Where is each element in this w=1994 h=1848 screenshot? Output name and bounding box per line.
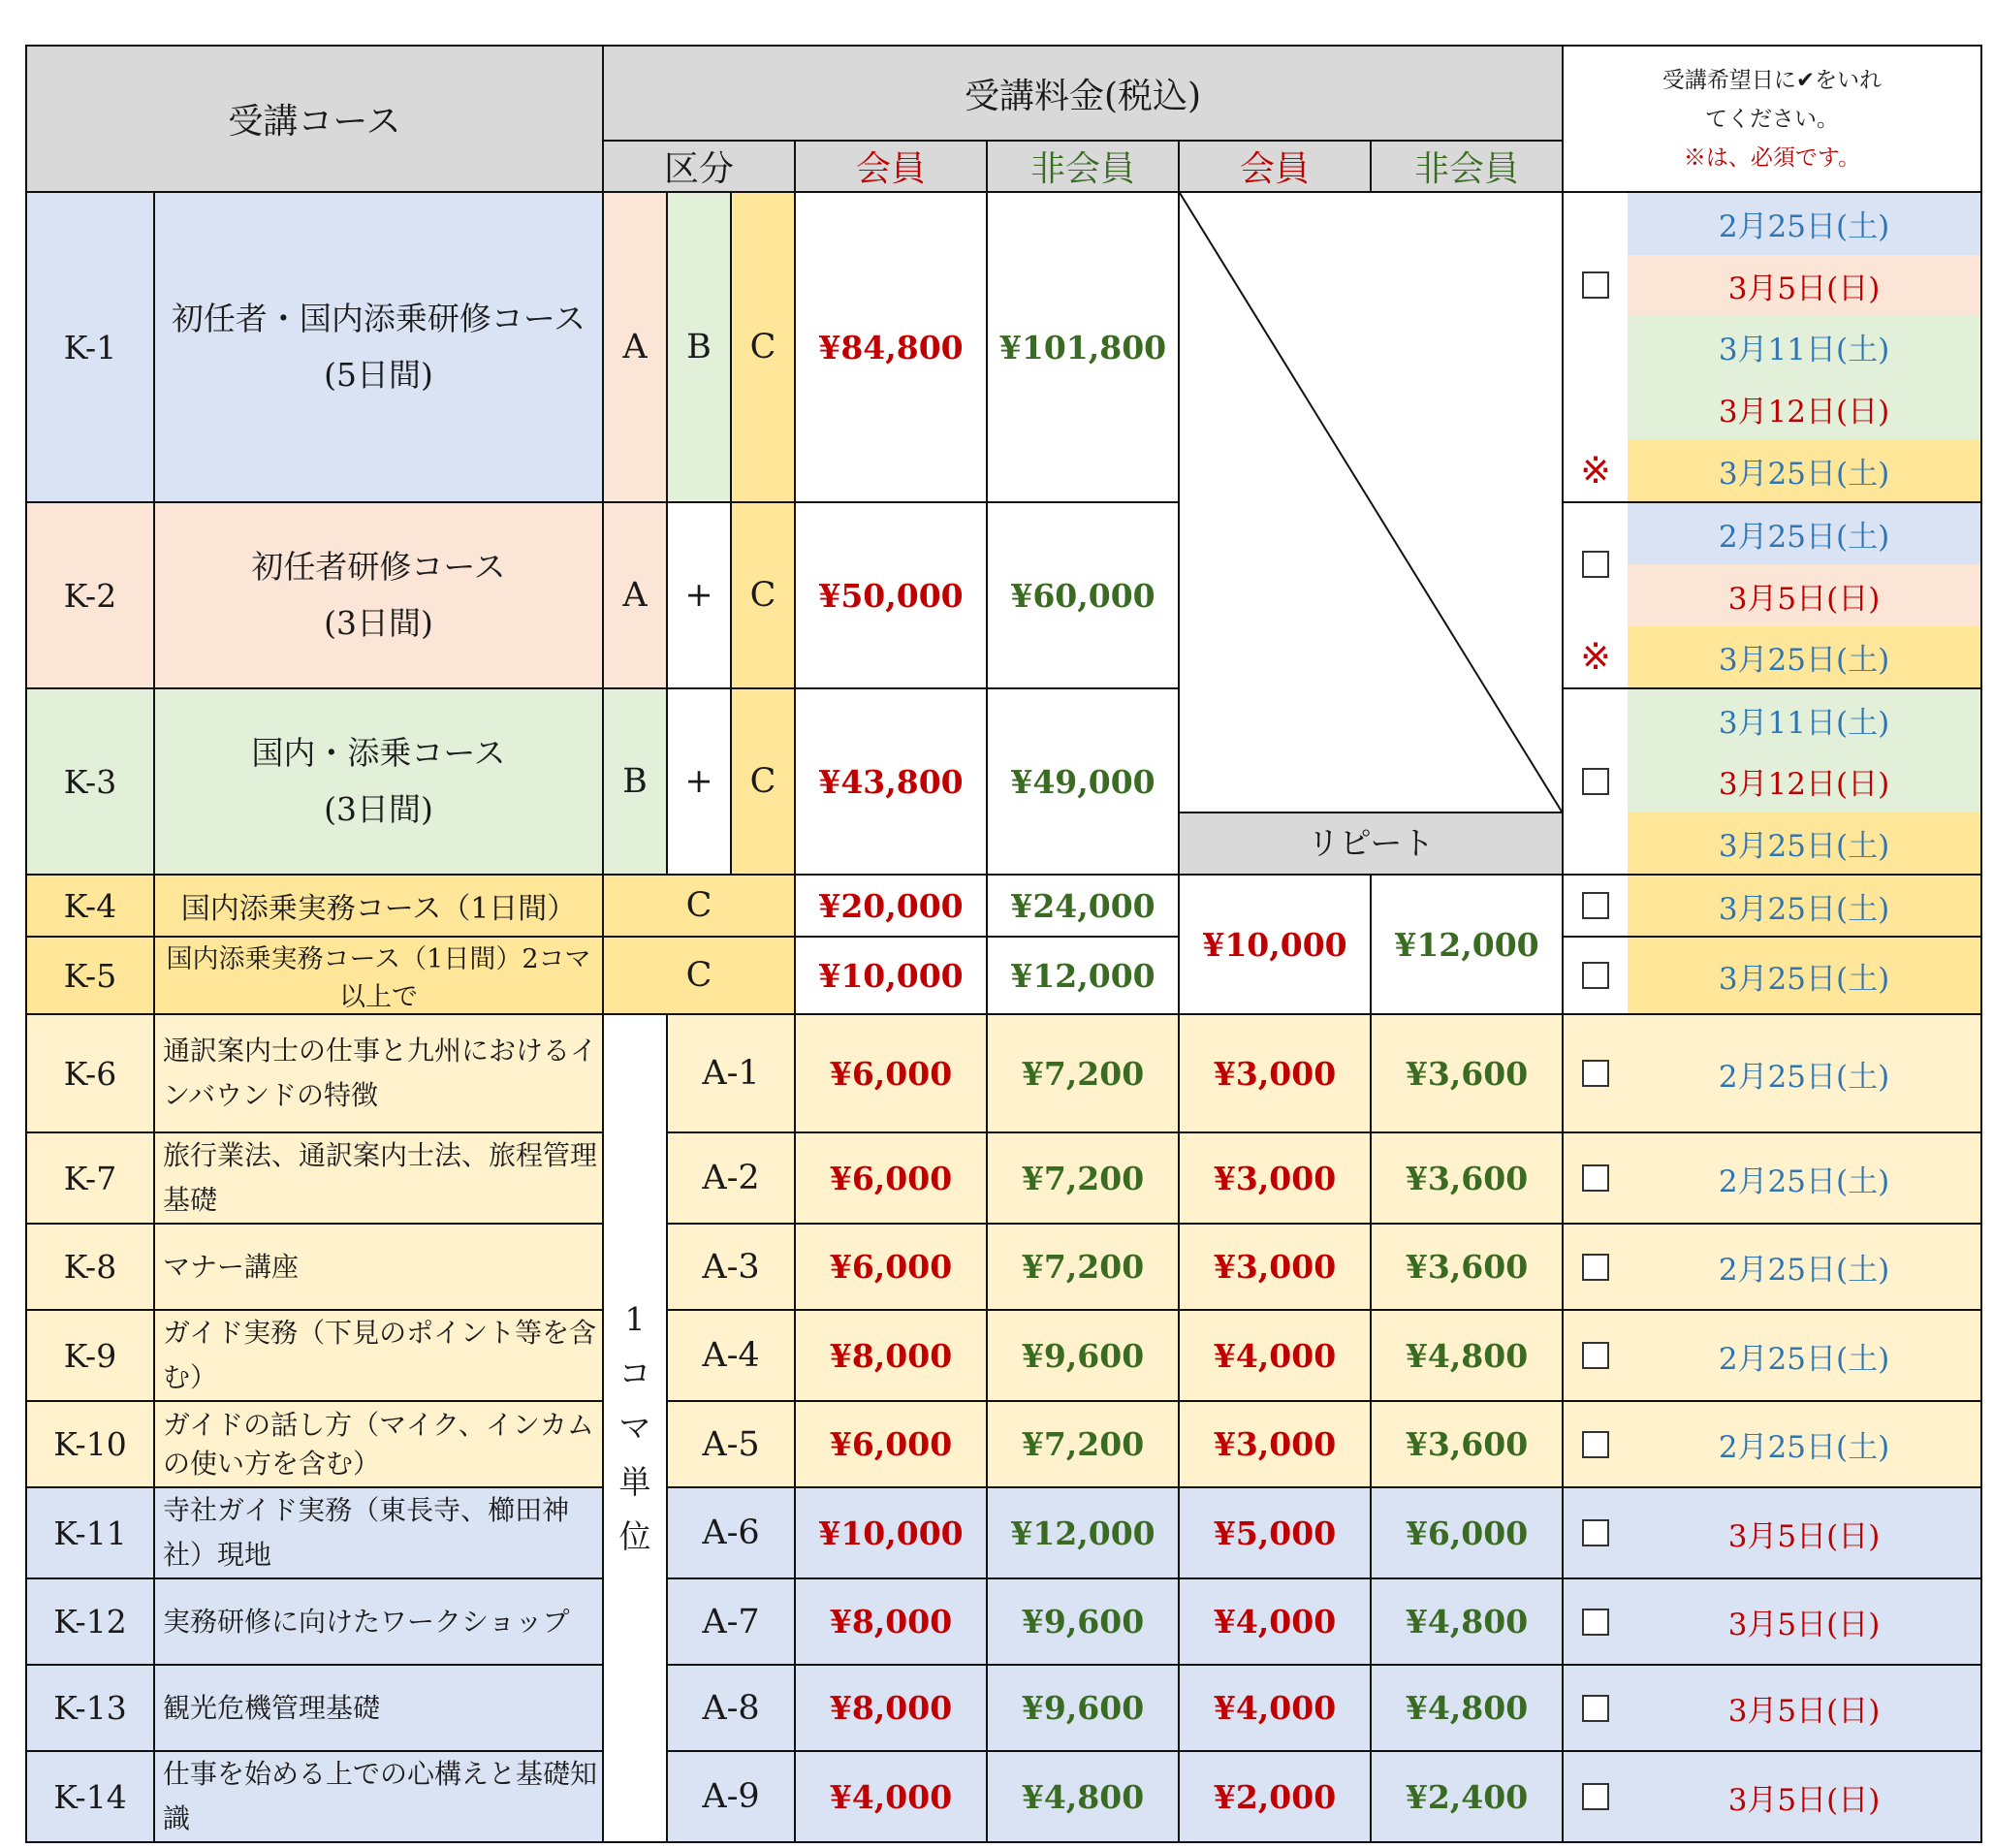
date-options-k3 bbox=[1563, 688, 1981, 875]
nonmember-price: ¥7,200 bbox=[987, 1014, 1179, 1132]
course-name-line1: 国内・添乗コース bbox=[251, 734, 506, 772]
course-name-line2: (3日間) bbox=[324, 790, 433, 828]
nonmember-price: ¥60,000 bbox=[987, 502, 1179, 688]
course-name: 寺社ガイド実務（東長寺、櫛田神社）現地 bbox=[154, 1487, 603, 1578]
segment: A-9 bbox=[667, 1751, 795, 1842]
date-instruction-line1: 受講希望日に✔をいれ bbox=[1662, 67, 1883, 93]
course-code: K-14 bbox=[26, 1751, 154, 1842]
member-price: ¥50,000 bbox=[795, 502, 987, 688]
date-checkbox[interactable] bbox=[1582, 962, 1609, 989]
date-checkbox[interactable] bbox=[1582, 1342, 1609, 1369]
segment: A-3 bbox=[667, 1224, 795, 1310]
course-name-line1: 初任者・国内添乗研修コース bbox=[171, 300, 586, 337]
member-price: ¥4,000 bbox=[795, 1751, 987, 1842]
repeat-nonmember-price: ¥3,600 bbox=[1371, 1132, 1563, 1224]
nonmember-price: ¥7,200 bbox=[987, 1401, 1179, 1487]
required-mark: ※ bbox=[1580, 635, 1611, 679]
header-nonmember: 非会員 bbox=[987, 141, 1179, 192]
segment: A-7 bbox=[667, 1578, 795, 1665]
date-checkbox[interactable] bbox=[1582, 892, 1609, 919]
date-checkbox[interactable] bbox=[1582, 1431, 1609, 1458]
table-row bbox=[26, 1132, 1981, 1224]
nonmember-price: ¥49,000 bbox=[987, 688, 1179, 875]
header-repeat-nonmember: 非会員 bbox=[1371, 141, 1563, 192]
segment-plus: + bbox=[667, 688, 731, 875]
date-options bbox=[1563, 1751, 1981, 1842]
member-price: ¥20,000 bbox=[795, 875, 987, 937]
date-option: 2月25日(土) bbox=[1718, 1163, 1890, 1199]
course-code: K-4 bbox=[26, 875, 154, 937]
course-name-line2: (5日間) bbox=[324, 356, 433, 394]
required-mark: ※ bbox=[1580, 449, 1611, 493]
segment-c: C bbox=[731, 688, 795, 875]
date-option: 3月5日(日) bbox=[1727, 1608, 1881, 1642]
date-option: 3月5日(日) bbox=[1628, 564, 1980, 625]
repeat-na-cell bbox=[1179, 192, 1563, 875]
header-course: 受講コース bbox=[26, 46, 603, 192]
date-option: 3月11日(土) bbox=[1628, 689, 1980, 750]
member-price: ¥6,000 bbox=[795, 1224, 987, 1310]
repeat-member-price: ¥4,000 bbox=[1179, 1578, 1371, 1665]
table-row bbox=[26, 688, 1981, 875]
member-price: ¥8,000 bbox=[795, 1310, 987, 1401]
table-row bbox=[26, 1401, 1981, 1487]
segment-a: A bbox=[603, 192, 667, 502]
date-required-note: ※は、必須です。 bbox=[1683, 144, 1861, 171]
course-name: マナー講座 bbox=[154, 1224, 603, 1310]
course-code: K-5 bbox=[26, 937, 154, 1014]
date-checkbox[interactable] bbox=[1582, 768, 1609, 795]
member-price: ¥8,000 bbox=[795, 1665, 987, 1751]
repeat-member-price: ¥3,000 bbox=[1179, 1224, 1371, 1310]
date-option: 2月25日(土) bbox=[1718, 1341, 1890, 1377]
course-code: K-3 bbox=[26, 688, 154, 875]
segment-plus: + bbox=[667, 502, 731, 688]
course-name: 通訳案内士の仕事と九州におけるインバウンドの特徴 bbox=[154, 1014, 603, 1132]
segment-c: C bbox=[731, 502, 795, 688]
course-name bbox=[154, 502, 603, 688]
table-row bbox=[26, 875, 1981, 937]
course-code: K-9 bbox=[26, 1310, 154, 1401]
segment: C bbox=[603, 875, 795, 937]
table-row bbox=[26, 192, 1981, 502]
date-option: 3月5日(日) bbox=[1628, 255, 1980, 317]
date-options bbox=[1563, 1310, 1981, 1401]
date-checkbox[interactable] bbox=[1582, 1254, 1609, 1281]
header-member: 会員 bbox=[795, 141, 987, 192]
date-option: 3月11日(土) bbox=[1628, 316, 1980, 378]
date-option: 3月12日(日) bbox=[1628, 378, 1980, 440]
diagonal-line bbox=[1180, 193, 1562, 812]
repeat-member-price: ¥3,000 bbox=[1179, 1014, 1371, 1132]
date-instruction-line2: てください。 bbox=[1705, 106, 1840, 132]
member-price: ¥84,800 bbox=[795, 192, 987, 502]
date-checkbox[interactable] bbox=[1582, 271, 1609, 299]
header-fee: 受講料金(税込) bbox=[603, 46, 1563, 141]
repeat-nonmember-price: ¥3,600 bbox=[1371, 1014, 1563, 1132]
date-checkbox[interactable] bbox=[1582, 1060, 1609, 1087]
date-option: 3月25日(土) bbox=[1628, 626, 1980, 687]
date-option: 3月5日(日) bbox=[1727, 1518, 1881, 1554]
nonmember-price: ¥9,600 bbox=[987, 1578, 1179, 1665]
date-options bbox=[1563, 1014, 1981, 1132]
segment: A-5 bbox=[667, 1401, 795, 1487]
repeat-member-price: ¥4,000 bbox=[1179, 1310, 1371, 1401]
table-row bbox=[26, 1578, 1981, 1665]
date-checkbox[interactable] bbox=[1582, 1519, 1609, 1546]
course-code: K-8 bbox=[26, 1224, 154, 1310]
date-option: 3月5日(日) bbox=[1727, 1694, 1881, 1729]
course-name: 仕事を始める上での心構えと基礎知識 bbox=[154, 1751, 603, 1842]
member-price: ¥6,000 bbox=[795, 1014, 987, 1132]
member-price: ¥10,000 bbox=[795, 1487, 987, 1578]
date-option: 2月25日(土) bbox=[1718, 1430, 1890, 1465]
date-options bbox=[1563, 1401, 1981, 1487]
nonmember-price: ¥12,000 bbox=[987, 1487, 1179, 1578]
date-option: 3月25日(土) bbox=[1628, 876, 1980, 936]
course-fee-table bbox=[25, 45, 1982, 1843]
segment-b: B bbox=[667, 192, 731, 502]
repeat-member-price: ¥3,000 bbox=[1179, 1132, 1371, 1224]
nonmember-price: ¥101,800 bbox=[987, 192, 1179, 502]
course-code: K-13 bbox=[26, 1665, 154, 1751]
segment-b: B bbox=[603, 688, 667, 875]
table-row bbox=[26, 1310, 1981, 1401]
segment: A-4 bbox=[667, 1310, 795, 1401]
segment: A-2 bbox=[667, 1132, 795, 1224]
nonmember-price: ¥9,600 bbox=[987, 1665, 1179, 1751]
segment: A-6 bbox=[667, 1487, 795, 1578]
repeat-nonmember-price: ¥6,000 bbox=[1371, 1487, 1563, 1578]
repeat-member-price: ¥5,000 bbox=[1179, 1487, 1371, 1578]
repeat-nonmember-price: ¥2,400 bbox=[1371, 1751, 1563, 1842]
date-option: 3月25日(土) bbox=[1628, 938, 1980, 1013]
date-option: 3月5日(日) bbox=[1727, 1782, 1881, 1818]
course-code: K-1 bbox=[26, 192, 154, 502]
nonmember-price: ¥7,200 bbox=[987, 1224, 1179, 1310]
repeat-nonmember-price: ¥4,800 bbox=[1371, 1578, 1563, 1665]
date-options bbox=[1563, 1487, 1981, 1578]
nonmember-price: ¥24,000 bbox=[987, 875, 1179, 937]
date-checkbox[interactable] bbox=[1582, 1695, 1609, 1722]
unit-char: 単 bbox=[618, 1463, 651, 1501]
segment: A-8 bbox=[667, 1665, 795, 1751]
repeat-nonmember-price: ¥4,800 bbox=[1371, 1310, 1563, 1401]
course-name: ガイド実務（下見のポイント等を含む） bbox=[154, 1310, 603, 1401]
course-code: K-2 bbox=[26, 502, 154, 688]
date-checkbox[interactable] bbox=[1582, 1783, 1609, 1810]
course-name: ガイドの話し方（マイク、インカムの使い方を含む） bbox=[154, 1401, 603, 1487]
course-code: K-6 bbox=[26, 1014, 154, 1132]
course-name-line2: (3日間) bbox=[324, 604, 433, 642]
date-options bbox=[1563, 1665, 1981, 1751]
course-code: K-10 bbox=[26, 1401, 154, 1487]
date-options-k2 bbox=[1563, 502, 1981, 688]
date-checkbox[interactable] bbox=[1582, 1609, 1609, 1636]
date-options bbox=[1563, 1578, 1981, 1665]
course-name bbox=[154, 688, 603, 875]
member-price: ¥8,000 bbox=[795, 1578, 987, 1665]
nonmember-price: ¥4,800 bbox=[987, 1751, 1179, 1842]
course-name: 旅行業法、通訳案内士法、旅程管理基礎 bbox=[154, 1132, 603, 1224]
unit-char: 位 bbox=[618, 1517, 651, 1555]
date-options-k1 bbox=[1563, 192, 1981, 502]
course-code: K-7 bbox=[26, 1132, 154, 1224]
unit-char: 1 bbox=[624, 1300, 646, 1338]
date-option: 2月25日(土) bbox=[1718, 1253, 1890, 1288]
date-option: 3月12日(日) bbox=[1628, 750, 1980, 812]
course-name: 観光危機管理基礎 bbox=[154, 1665, 603, 1751]
date-options-k5 bbox=[1563, 937, 1981, 1014]
member-price: ¥6,000 bbox=[795, 1132, 987, 1224]
date-option: 2月25日(土) bbox=[1628, 503, 1980, 564]
date-options-k4 bbox=[1563, 875, 1981, 937]
repeat-member-price: ¥4,000 bbox=[1179, 1665, 1371, 1751]
repeat-nonmember-price: ¥3,600 bbox=[1371, 1224, 1563, 1310]
date-options bbox=[1563, 1224, 1981, 1310]
table-row bbox=[26, 502, 1981, 688]
date-option: 3月25日(土) bbox=[1628, 812, 1980, 874]
member-price: ¥43,800 bbox=[795, 688, 987, 875]
date-checkbox[interactable] bbox=[1582, 1164, 1609, 1192]
member-price: ¥10,000 bbox=[795, 937, 987, 1014]
segment: A-1 bbox=[667, 1014, 795, 1132]
nonmember-price: ¥9,600 bbox=[987, 1310, 1179, 1401]
nonmember-price: ¥12,000 bbox=[987, 937, 1179, 1014]
date-option: 3月25日(土) bbox=[1628, 439, 1980, 501]
date-checkbox[interactable] bbox=[1582, 551, 1609, 578]
date-option: 2月25日(土) bbox=[1628, 193, 1980, 255]
course-name-line1: 初任者研修コース bbox=[251, 548, 506, 586]
repeat-member-price: ¥2,000 bbox=[1179, 1751, 1371, 1842]
unit-char: コ bbox=[618, 1354, 651, 1392]
repeat-label: リピート bbox=[1180, 812, 1562, 874]
course-code: K-12 bbox=[26, 1578, 154, 1665]
table-row bbox=[26, 1665, 1981, 1751]
fee-table-wrapper bbox=[25, 45, 1980, 1834]
date-options bbox=[1563, 1132, 1981, 1224]
course-name: 実務研修に向けたワークショップ bbox=[154, 1578, 603, 1665]
repeat-nonmember-price: ¥4,800 bbox=[1371, 1665, 1563, 1751]
repeat-member-price: ¥3,000 bbox=[1179, 1401, 1371, 1487]
date-option: 2月25日(土) bbox=[1718, 1059, 1890, 1095]
header-category: 区分 bbox=[603, 141, 795, 192]
course-name: 国内添乗実務コース（1日間）2コマ以上で bbox=[154, 937, 603, 1014]
repeat-member-price: ¥10,000 bbox=[1179, 875, 1371, 1014]
header-repeat-member: 会員 bbox=[1179, 141, 1371, 192]
unit-label bbox=[603, 1014, 667, 1842]
table-row bbox=[26, 1487, 1981, 1578]
member-price: ¥6,000 bbox=[795, 1401, 987, 1487]
nonmember-price: ¥7,200 bbox=[987, 1132, 1179, 1224]
table-row bbox=[26, 1751, 1981, 1842]
course-name bbox=[154, 192, 603, 502]
segment-a: A bbox=[603, 502, 667, 688]
repeat-nonmember-price: ¥3,600 bbox=[1371, 1401, 1563, 1487]
table-row bbox=[26, 1014, 1981, 1132]
course-name: 国内添乗実務コース（1日間） bbox=[154, 875, 603, 937]
table-row bbox=[26, 937, 1981, 1014]
table-row bbox=[26, 1224, 1981, 1310]
header-date-instructions bbox=[1563, 46, 1981, 192]
course-code: K-11 bbox=[26, 1487, 154, 1578]
segment-c: C bbox=[731, 192, 795, 502]
repeat-nonmember-price: ¥12,000 bbox=[1371, 875, 1563, 1014]
segment: C bbox=[603, 937, 795, 1014]
unit-char: マ bbox=[618, 1409, 651, 1447]
